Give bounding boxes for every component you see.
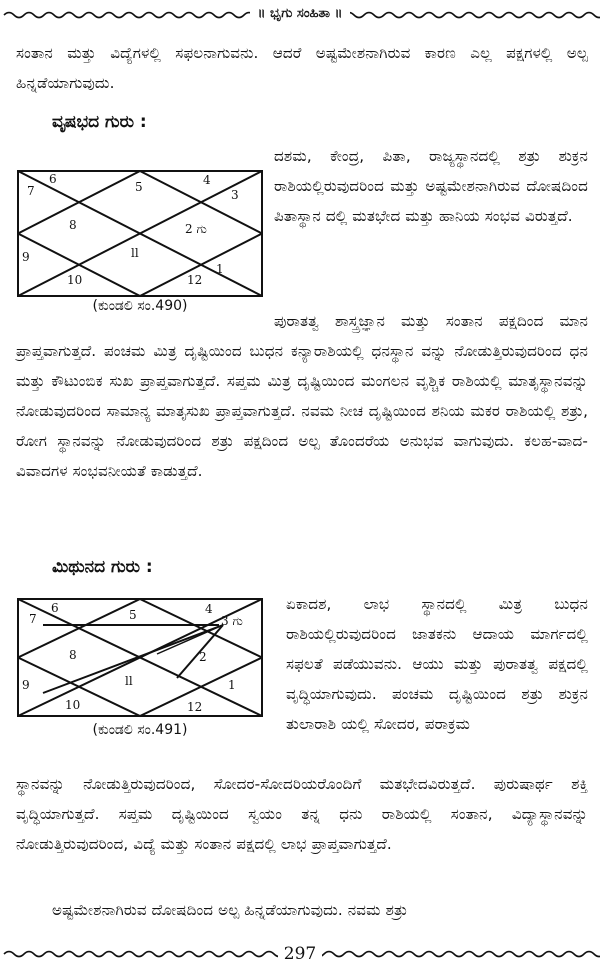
- house-9: 9: [22, 678, 30, 692]
- paragraph-intro: ಸಂತಾನ ಮತ್ತು ವಿದ್ಯೆಗಳಲ್ಲಿ ಸಫಲನಾಗುವನು. ಆದರೆ ಅಷ್ಟಮೇಶನಾಗಿರುವ ಕಾರಣ ಎಲ್ಲ ಪಕ್ಷಗಳಲ್ಲಿ ಅಲ್ಪ ಹಿನ್ನಡೆಯಾಗುವುದು.: [16, 44, 588, 92]
- kundali-chart-490: [17, 170, 263, 302]
- running-title: ॥ ಭೃಗು ಸಂಹಿತಾ ॥: [0, 6, 600, 21]
- paragraph-puratatva: ಪುರಾತತ್ವ ಶಾಸ್ತ್ರಜ್ಞಾನ ಮತ್ತು ಸಂತಾನ ಪಕ್ಷದಿಂದ ಮಾನ ಪ್ರಾಪ್ತವಾಗುತ್ತದೆ. ಪಂಚಮ ಮಿತ್ರ ದೃಷ್ಟಿಯಿಂದ ಬುಧನ ಕನ್ಯಾರಾಶಿಯಲ್ಲಿ ಧನಸ್ಥಾನ ವನ್ನು ನೋಡುತ್ತಿರುವುದರಿಂದ ಧನ ಮತ್ತು ಕೌಟುಂಬಿಕ ಸುಖ ಪ್ರಾಪ್ತವಾಗುತ್ತದೆ. ಸಪ್ತಮ ಮಿತ್ರ ದೃಷ್ಟಿಯಿಂದ ಮಂಗಲನ ವೃಶ್ಚಿಕ ರಾಶಿಯಲ್ಲಿ ಮಾತೃಸ್ಥಾನವನ್ನು ನೋಡುವುದರಿಂದ ಸಾಮಾನ್ಯ ಮಾತೃಸುಖ ಪ್ರಾಪ್ತವಾಗುತ್ತದೆ. ನವಮ ನೀಚ ದೃಷ್ಟಿಯಿಂದ ಶನಿಯ ಮಕರ ರಾಶಿಯಲ್ಲಿ ಶತ್ರು, ರೋಗ ಸ್ಥಾನವನ್ನು ನೋಡುವುದರಿಂದ ಶತ್ರು ಪಕ್ಷದಿಂದ ಅಲ್ಪ ತೊಂದರೆಯ ಅನುಭವ ವಾಗುವುದು. ಕಲಹ-ವಾದ-ವಿವಾದಗಳ ಸಂಭವನೀಯತೆ ಕಾಡುತ್ತದೆ.: [16, 312, 588, 480]
- house-3: 3: [231, 188, 239, 202]
- chart-491-caption: (ಕುಂಡಲಿ ಸಂ.491): [92, 722, 188, 738]
- house-12: 12: [187, 273, 203, 287]
- house-8: 8: [69, 648, 77, 662]
- house-11: ll: [131, 246, 139, 260]
- page-footer: [0, 940, 600, 970]
- house-4: 4: [203, 173, 211, 187]
- paragraph-sthanavannu: ಸ್ಥಾನವನ್ನು ನೋಡುತ್ತಿರುವುದರಿಂದ, ಸೋದರ-ಸೋದರಿಯರೊಂದಿಗೆ ಮತಭೇದವಿರುತ್ತದೆ. ಪುರುಷಾರ್ಥ ಶಕ್ತಿ ವೃದ್ಧಿಯಾಗುತ್ತದೆ. ಸಪ್ತಮ ದೃಷ್ಟಿಯಿಂದ ಸ್ವಯಂ ತನ್ನ ಧನು ರಾಶಿಯಲ್ಲಿ ಸಂತಾನ, ವಿದ್ಯಾಸ್ಥಾನವನ್ನು ನೋಡುತ್ತಿರುವುದರಿಂದ, ವಿದ್ಯೆ ಮತ್ತು ಸಂತಾನ ಪಕ್ಷದಲ್ಲಿ ಲಾಭ ಪ್ರಾಪ್ತವಾಗುತ್ತದೆ.: [16, 775, 588, 853]
- house-2: 2: [199, 650, 207, 664]
- house-1: 5: [135, 180, 143, 194]
- page-number: 297: [0, 944, 600, 964]
- house-1-label: 1: [216, 262, 224, 276]
- heading-vrishabha-guru: ವೃಷಭದ ಗುರು :: [52, 112, 147, 132]
- house-6: 6: [51, 601, 59, 615]
- house-12: 12: [187, 700, 203, 714]
- house-6: 6: [49, 172, 57, 186]
- house-7: 7: [29, 612, 37, 626]
- heading-mithuna-guru: ಮಿಥುನದ ಗುರು :: [52, 557, 153, 577]
- house-4: 4: [205, 602, 213, 616]
- house-1: 1: [228, 678, 236, 692]
- house-3: 3 ಗು: [221, 614, 243, 628]
- paragraph-dashama: ದಶಮ, ಕೇಂದ್ರ, ಪಿತಾ, ರಾಜ್ಯಸ್ಥಾನದಲ್ಲಿ ಶತ್ರು ಶುಕ್ರನ ರಾಶಿಯಲ್ಲಿರುವುದರಿಂದ ಮತ್ತು ಅಷ್ಟಮೇಶನಾಗಿರುವ ದೋಷದಿಂದ ಪಿತಾಸ್ಥಾನ ದಲ್ಲಿ ಮತಭೇದ ಮತ್ತು ಹಾನಿಯ ಸಂಭವ ವಿರುತ್ತದೆ.: [274, 147, 588, 225]
- house-10: 10: [67, 273, 83, 287]
- house-2: 2 ಗು: [185, 222, 207, 236]
- house-5: 5: [129, 608, 137, 622]
- paragraph-ashtamesha: ಅಷ್ಟಮೇಶನಾಗಿರುವ ದೋಷದಿಂದ ಅಲ್ಪ ಹಿನ್ನಡೆಯಾಗುವುದು. ನವಮ ಶತ್ರು: [52, 901, 408, 919]
- page-header: [0, 2, 600, 28]
- kundali-chart-491: [17, 598, 263, 720]
- paragraph-ekadasha: ಏಕಾದಶ, ಲಾಭ ಸ್ಥಾನದಲ್ಲಿ ಮಿತ್ರ ಬುಧನ ರಾಶಿಯಲ್ಲಿರುವುದರಿಂದ ಜಾತಕನು ಆದಾಯ ಮಾರ್ಗದಲ್ಲಿ ಸಫಲತೆ ಪಡೆಯುವನು. ಆಯು ಮತ್ತು ಪುರಾತತ್ವ ಪಕ್ಷದಲ್ಲಿ ವೃದ್ಧಿಯಾಗುವುದು. ಪಂಚಮ ದೃಷ್ಟಿಯಿಂದ ಶತ್ರು ಶುಕ್ರನ ತುಲಾರಾಶಿ ಯಲ್ಲಿ ಸೋದರ, ಪರಾಕ್ರಮ: [286, 595, 588, 733]
- house-8: 8: [69, 218, 77, 232]
- house-10: 10: [65, 698, 81, 712]
- chart-490-caption: (ಕುಂಡಲಿ ಸಂ.490): [92, 298, 188, 314]
- house-9: 9: [22, 250, 30, 264]
- house-11: ll: [125, 674, 133, 688]
- house-7: 7: [27, 184, 35, 198]
